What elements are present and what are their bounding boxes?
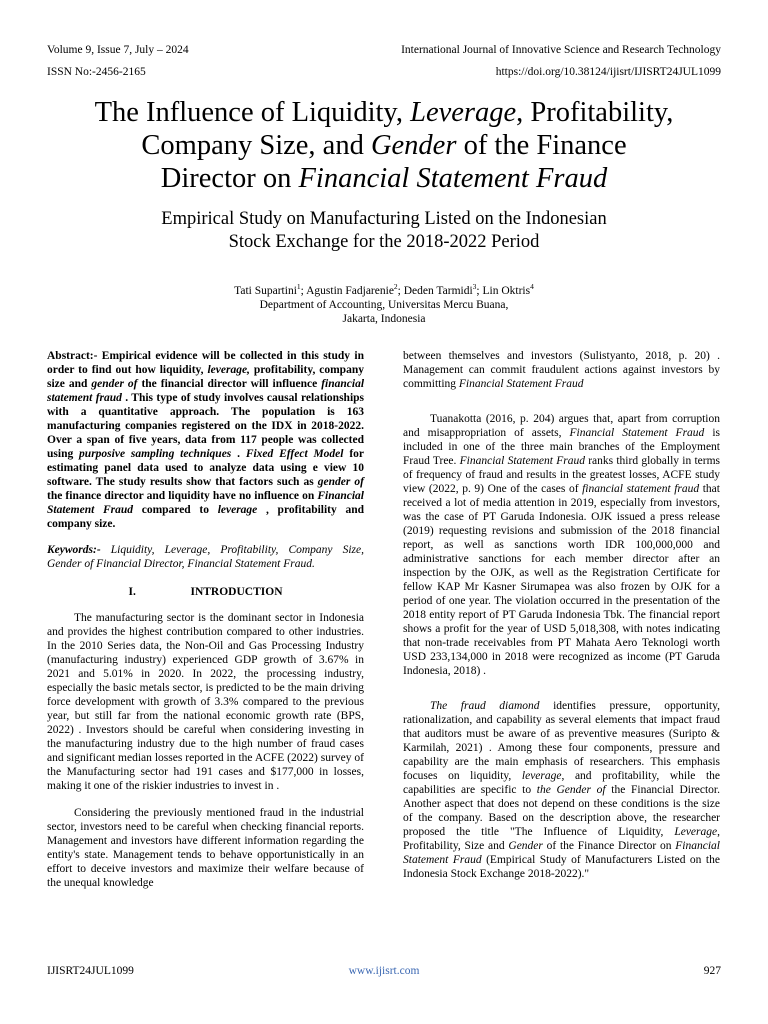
affiliation-mark: 1 xyxy=(296,282,301,291)
author-name: ; Deden Tarmidi xyxy=(397,284,473,297)
paragraph: Considering the previously mentioned fraud in the industrial sector, investors need to be careful when checking financial reports. Management and investors have different information regarding the entity's state. Management tends to behave opportunistically in an effort to deceive investors and maximize their welfare because of the unequal knowledge xyxy=(47,807,364,889)
paragraph-text: the Financial Director. Another aspect that does not depend on these conditions is the size of the company. Based on the description above, the researcher proposed the title "The Influence of Liquidity, xyxy=(403,784,721,838)
abstract-text: the finance director and liquidity have no influence on xyxy=(47,490,318,502)
author-name: ; Lin Oktris xyxy=(476,284,531,297)
paragraph-text: between themselves and investors (Sulistyanto, 2018, p. 20) . Management can commit fraudulent actions against investors by committing xyxy=(403,350,720,390)
paragraph-text: is included in one of the three main branches of the Employment Fraud Tree. xyxy=(403,427,720,467)
abstract-text: Abstract:- Empirical evidence will be collected in this study in order to find out how liquidity, xyxy=(47,350,364,376)
location: Jakarta, Indonesia xyxy=(342,312,426,325)
abstract-text: financial statement fraud xyxy=(47,378,365,404)
keywords-text: Liquidity, Leverage, Profitability, Company Size, Gender of Financial Director, Financial Statement Fraud. xyxy=(47,544,364,570)
affiliation-mark: 4 xyxy=(530,282,534,291)
affiliation-mark: 2 xyxy=(393,282,398,291)
left-column xyxy=(47,349,364,890)
abstract xyxy=(47,349,364,531)
abstract-text: leverage, xyxy=(207,364,250,376)
paragraph-text: Leverage xyxy=(674,826,718,838)
abstract-text: leverage xyxy=(217,504,258,516)
paragraph-text: identifies pressure, opportunity, rationalization, and capability as several elements that impact fraud that auditors must be aware of as preventive measures (Suripto & Karmilah, 2021) . Among these four components, pressure and capability are the main emphasis of researchers. This emphasis focuses on liquidity, xyxy=(403,700,721,782)
paragraph-text: that received a lot of media attention in 2019, especially from investors, was the case of PT Garuda Indonesia. OJK issued a press release (2019) requesting revisions and submission of the 2018 financial report, as well as sanctions worth IDR 100,000,000 and administrative sanctions for each member director after an inspection by the OJK, as well as the Registration Certificate for fellow KAP Mr Kasner Sirumapea was also frozen by OJK for a period of one year. The violation occurred in the presentation of the 2018 entity report of PT Garuda Indonesia Tbk. The financial report shows a profit for the year of USD 5,018,308, with notes indicating that non-trade receivables from PT Mahata Aero Teknologi worth USD 233,134,000 in 2018 were recognized as income (PT Garuda Indonesia, 2018) . xyxy=(403,483,720,677)
paragraph-text: Financial Statement Fraud xyxy=(459,455,585,467)
paragraph-text: Gender xyxy=(508,840,543,852)
journal-name: International Journal of Innovative Science and Research Technology xyxy=(401,44,721,56)
abstract-text: Fixed Effect Model xyxy=(245,448,344,460)
paragraph-text: Financial Statement Fraud xyxy=(569,427,705,439)
paragraph-text: of the Finance Director on xyxy=(542,840,676,852)
abstract-text: . This type of study involves causal relationships with a quantitative approach. The population is 163 manufacturing companies registered on the IDX in 2018-2022. Over a span of five years, data from 117 people was collected using xyxy=(47,392,365,460)
abstract-text: . xyxy=(231,448,246,460)
keywords-label: Keywords:- xyxy=(47,544,101,556)
author-block xyxy=(100,280,668,326)
paragraph-text: Financial Statement Fraud xyxy=(458,378,584,390)
title-part: Director on xyxy=(160,163,299,194)
abstract-text: the financial director will influence xyxy=(137,378,322,390)
section-heading xyxy=(47,585,364,599)
paper-subtitle xyxy=(80,208,688,254)
title-part: Company Size, and xyxy=(141,130,371,161)
footer-website-link[interactable]: www.ijisrt.com xyxy=(348,965,420,977)
title-part: Gender xyxy=(370,130,457,161)
paragraph-text: , Profitability, Size and xyxy=(403,826,720,852)
section-title: INTRODUCTION xyxy=(190,586,283,598)
paragraph-text: ranks third globally in terms of frequency of fraud and results in the greatest losses, ACFE study view (2022, p. 9) One of the cases of xyxy=(403,455,720,495)
paragraph-text: The fraud diamond xyxy=(430,700,540,712)
footer-code: IJISRT24JUL1099 xyxy=(47,965,134,977)
paragraph: The manufacturing sector is the dominant sector in Indonesia and provides the highest contribution compared to other industries. In the 2010 Series data, the Non-Oil and Gas Processing Industry (manufacturing industry) experienced GDP growth of 3.67% in 2021 and 5.01% in 2020. In 2022, the processing industry, especially the basic metals sector, is predicted to be the main driving force development with growth of 3.3% compared to the previous year, but still far from the national economic growth rate (BPS, 2022) . Investors should be careful when considering investing in the manufacturing industry due to the high number of fraud cases and significant median losses reported in the ACFE (2022) survey of the Manufacturing sector had 191 cases and $177,000 in losses, making it one of the riskier industries to invest in . xyxy=(47,612,364,792)
doi-link[interactable]: https://doi.org/10.38124/ijisrt/IJISRT24JUL1099 xyxy=(495,66,721,78)
paragraph-text: , and profitability, while the capabilities are specific to xyxy=(403,770,721,796)
title-part: Leverage xyxy=(410,97,517,128)
abstract-text: for estimating panel data used to analyze data using e view 10 software. The study results show that factors such as xyxy=(47,448,365,488)
keywords xyxy=(47,543,364,571)
issue-info: Volume 9, Issue 7, July – 2024 xyxy=(47,44,189,56)
title-part: Financial Statement Fraud xyxy=(298,163,608,194)
paper-title xyxy=(40,96,728,195)
paragraph xyxy=(403,699,720,881)
author-name: Tati Supartini xyxy=(234,284,297,297)
paragraph-text: (Empirical Study of Manufacturers Listed on the Indonesia Stock Exchange 2018-2022)." xyxy=(403,854,720,880)
page-number: 927 xyxy=(703,965,721,977)
abstract-text: profitability, company size and xyxy=(47,364,364,390)
section-number: I. xyxy=(128,586,136,598)
abstract-text: purposive sampling techniques xyxy=(79,448,232,460)
author-list xyxy=(100,280,668,298)
department: Department of Accounting, Universitas Mercu Buana, xyxy=(259,298,509,311)
abstract-text: gender of xyxy=(317,476,364,488)
abstract-text: gender of xyxy=(91,378,138,390)
author-name: ; Agustin Fadjarenie xyxy=(300,284,394,297)
paragraph xyxy=(403,412,720,678)
paragraph-text: the Gender of xyxy=(536,784,606,796)
subtitle-line: Stock Exchange for the 2018-2022 Period xyxy=(228,232,540,252)
paragraph-text: Financial Statement Fraud xyxy=(403,840,720,866)
paragraph-text: financial statement fraud xyxy=(582,483,700,495)
paragraph-text: Tuanakotta (2016, p. 204) argues that, apart from corruption and misappropriation of assets, xyxy=(403,413,720,439)
title-part: The Influence of Liquidity, xyxy=(94,97,411,128)
paragraph-text: leverage xyxy=(521,770,562,782)
title-part: , Profitability, xyxy=(516,97,674,128)
issn: ISSN No:-2456-2165 xyxy=(47,66,146,78)
affiliation-mark: 3 xyxy=(472,282,477,291)
right-column xyxy=(403,349,720,881)
abstract-text: Financial Statement Fraud xyxy=(47,490,364,516)
title-part: of the Finance xyxy=(456,130,627,161)
subtitle-line: Empirical Study on Manufacturing Listed on the Indonesian xyxy=(161,209,607,229)
paragraph xyxy=(403,349,720,391)
abstract-text: compared to xyxy=(133,504,218,516)
abstract-text: , profitability and company size. xyxy=(47,504,365,530)
